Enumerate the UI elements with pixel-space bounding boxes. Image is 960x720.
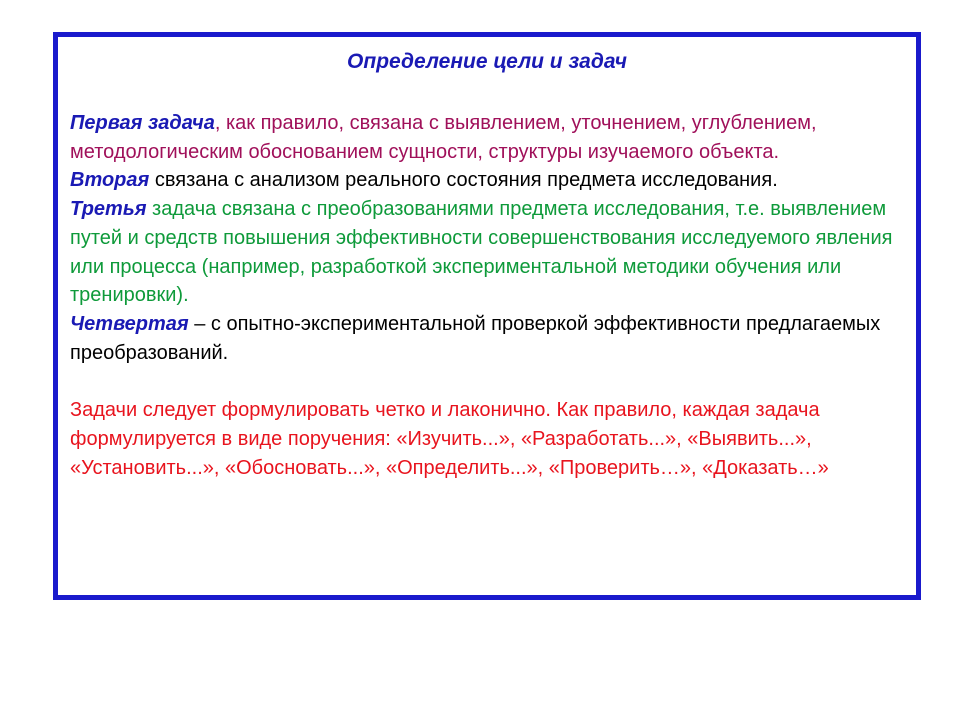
slide-title: Определение цели и задач (347, 50, 627, 73)
task-second-text: связана с анализом реального состояния предмета исследования. (149, 169, 778, 192)
task-fourth-keyword: Четвертая (70, 312, 189, 335)
task-fourth-text: – с опытно-экспериментальной проверкой эффективности предлагаемых преобразований. (70, 312, 881, 364)
task-fourth (70, 310, 900, 367)
slide-body (70, 109, 900, 482)
paragraph-spacer (70, 367, 900, 396)
task-second-keyword: Вторая (70, 169, 150, 192)
task-first-text: , как правило, связана с выявлением, уточнением, углублением, методологическим обоснованием сущности, структуры изучаемого объекта. (70, 112, 817, 163)
formulation-note: Задачи следует формулировать четко и лаконично. Как правило, каждая задача формулируется в виде поручения: «Изучить...», «Разработать...», «Выявить...», «Установить...», «Обосновать...», «Определить...», «Проверить…», «Доказать…» (70, 399, 829, 479)
task-third-keyword: Третья (70, 198, 147, 221)
task-third-text: задача связана с преобразованиями предмета исследования, т.е. выявлением путей и средств повышения эффективности совершенствования исследуемого явления или процесса (например, разработкой экспериментальной методики обучения или тренировки). (70, 198, 893, 307)
task-second (70, 166, 900, 195)
task-first-keyword: Первая задача (70, 112, 215, 134)
task-first (70, 109, 900, 166)
slide-frame (53, 32, 921, 600)
task-third (70, 195, 900, 310)
